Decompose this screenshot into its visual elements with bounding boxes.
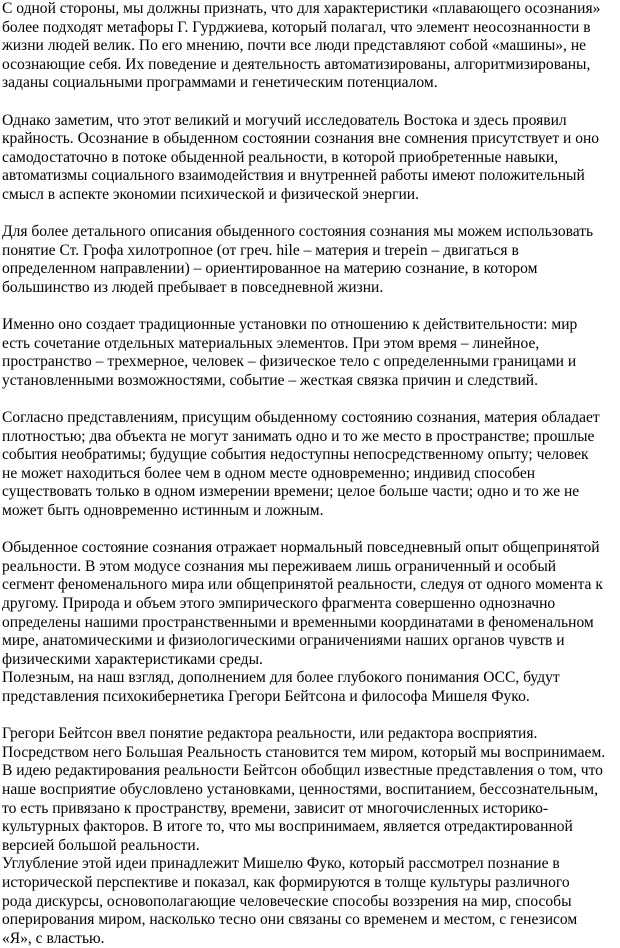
text-line: более подходят метафоры Г. Гурджиева, который полагал, что элемент неосознанности в (2, 18, 591, 36)
text-line: исторической перспективе и показал, как формируются в толще культуры различного (2, 873, 570, 891)
text-line: крайность. Осознание в обыденном состоянии сознания вне сомнения присутствует и оно (2, 130, 600, 148)
text-line: определены нашими пространственными и временными координатами в феноменальном (2, 613, 594, 631)
text-line: Для более детального описания обыденного состояния сознания мы можем использовать (2, 223, 594, 241)
paragraph-3 (2, 223, 618, 297)
text-line: сегмент феноменального мира или общепринятой реальности, следуя от одного момента к (2, 576, 603, 594)
paragraph-1 (2, 0, 618, 93)
text-line: то есть привязано к пространству, времени, зависит от многочисленных историко- (2, 799, 549, 817)
text-line: плотностью; два объекта не могут занимать одно и то же место в пространстве; прошлые (2, 427, 595, 445)
text-line: автоматизмы социального взаимодействия и внутренней работы имеют положительный (2, 167, 585, 185)
text-line: Именно оно создает традиционные установки по отношению к действительности: мир (2, 316, 578, 334)
text-line: осознающие себя. Их поведение и деятельность автоматизированы, алгоритмизированы, (2, 55, 591, 73)
text-line: другому. Природа и объем этого эмпирического фрагмента совершенно однозначно (2, 595, 556, 612)
text-line: реальности. В этом модусе сознания мы переживаем лишь ограниченный и особый (2, 557, 557, 575)
text-line: установленными возможностями, событие – жесткая связка причин и следствий. (2, 371, 539, 389)
text-line: пространство – трехмерное, человек – физическое тело с определенными границами и (2, 353, 577, 371)
text-line: определенном направлении) – ориентированное на материю сознание, в котором (2, 260, 538, 278)
text-line: есть сочетание отдельных материальных элементов. При этом время – линейное, (2, 334, 540, 352)
text-line: Однако заметим, что этот великий и могучий исследователь Востока и здесь проявил (2, 111, 567, 129)
text-line: культурных факторов. В итоге то, что мы воспринимаем, является отредактированной (2, 818, 573, 836)
text-line: мире, анатомическими и физиологическими ограничениями наших органов чувств и (2, 632, 565, 650)
text-line: существовать только в одном измерении времени; целое больше части; одно и то же не (2, 483, 580, 501)
text-line: самодостаточно в потоке обыденной реальности, в которой приобретенные навыки, (2, 148, 559, 166)
text-line: жизни людей велик. По его мнению, почти все люди представляют собой «машины», не (2, 37, 587, 55)
paragraph-7 (2, 725, 618, 948)
text-line: Грегори Бейтсон ввел понятие редактора реальности, или редактора восприятия. (2, 725, 538, 743)
text-line: рода дискурсы, основополагающие человеческие способы воззрения на мир, способы (2, 892, 572, 910)
text-line: версией большой реальности. (2, 836, 200, 854)
text-line: большинство из людей пребывает в повседневной жизни. (2, 278, 384, 296)
text-line: наше восприятие обусловлено установками, ценностями, воспитанием, бессознательным, (2, 780, 598, 798)
paragraph-gap (2, 93, 618, 112)
paragraph-gap (2, 298, 618, 317)
text-line: «Я», с властью. (2, 929, 105, 947)
text-line: может быть одновременно истинным и ложным. (2, 502, 324, 520)
text-line: представления психокибернетика Грегори Бейтсона и философа Мишеля Фуко. (2, 687, 530, 705)
paragraph-gap (2, 707, 618, 726)
paragraph-5 (2, 409, 618, 521)
document-page (2, 0, 618, 948)
paragraph-gap (2, 205, 618, 224)
text-line: смысл в аспекте экономии психической и физической энергии. (2, 185, 419, 203)
text-line: Обыденное состояние сознания отражает нормальный повседневный опыт общепринятой (2, 539, 600, 557)
paragraph-2 (2, 112, 618, 205)
text-line: не может находиться более чем в одном месте одновременно; индивид способен (2, 464, 536, 482)
text-line: заданы социальными программами и генетическим потенциалом. (2, 74, 438, 92)
paragraph-6 (2, 539, 618, 706)
text-line: события необратимы; будущие события недоступны непосредственному опыту; человек (2, 446, 589, 464)
paragraph-4 (2, 316, 618, 390)
text-line: В идею редактирования реальности Бейтсон обобщил известные представления о том, что (2, 762, 603, 780)
paragraph-gap (2, 390, 618, 409)
text-line: физическими характеристиками среды. (2, 650, 263, 668)
text-line: понятие Ст. Грофа хилотропное (от греч. hile – материя и trepein – двигаться в (2, 241, 519, 259)
paragraph-gap (2, 521, 618, 540)
text-line: Согласно представлениям, присущим обыденному состоянию сознания, материя обладает (2, 409, 600, 427)
text-line: Полезным, на наш взгляд, дополнением для более глубокого понимания ОСС, будут (2, 669, 560, 687)
text-line: Посредством него Большая Реальность становится тем миром, который мы воспринимаем. (2, 743, 606, 761)
text-line: оперирования миром, насколько тесно они связаны со временем и местом, с генезисом (2, 911, 578, 929)
text-line: С одной стороны, мы должны признать, что для характеристики «плавающего осознания» (2, 0, 601, 17)
text-line: Углубление этой идеи принадлежит Мишелю Фуко, который рассмотрел познание в (2, 855, 560, 873)
